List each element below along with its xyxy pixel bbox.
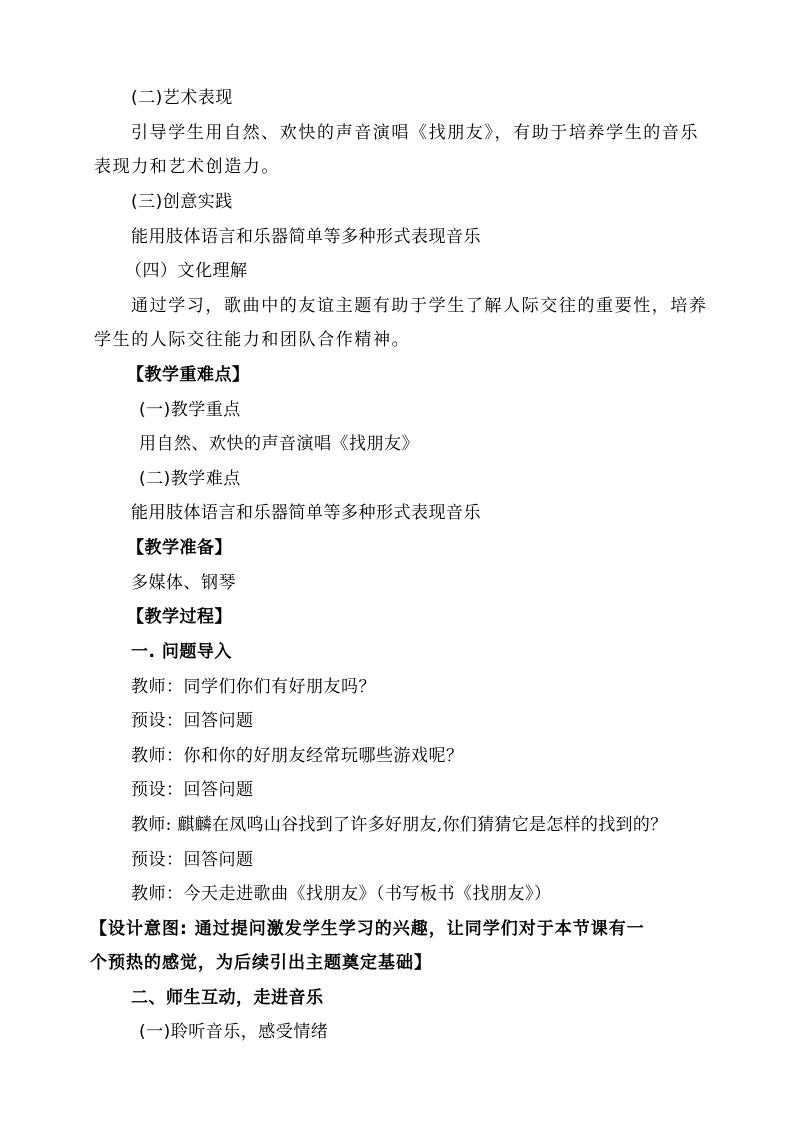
dialogue-line: 教师: 麒麟在凤鸣山谷找到了许多好朋友,你们猜猜它是怎样的找到的？ [131, 815, 668, 835]
teaching-preparation-heading: 【教学准备】 [127, 538, 232, 558]
teaching-preparation-text: 多媒体、钢琴 [131, 573, 236, 593]
cultural-understanding-paragraph-line-2: 学生的人际交往能力和团队合作精神。 [94, 330, 411, 350]
creative-practice-heading: (三)创意实践 [131, 192, 233, 212]
dialogue-line: 预设：回答问题 [131, 780, 254, 800]
creative-practice-paragraph: 能用肢体语言和乐器简单等多种形式表现音乐 [131, 227, 481, 247]
section-2-heading: 二、师生互动，走进音乐 [131, 988, 324, 1008]
teaching-key-point-text: 用自然、欢快的声音演唱《找朋友》 [139, 434, 419, 454]
cultural-understanding-paragraph-line-1: 通过学习，歌曲中的友谊主题有助于学生了解人际交往的重要性，培养 [131, 296, 708, 316]
art-expression-paragraph-line-1: 引导学生用自然、欢快的声音演唱《找朋友》，有助于培养学生的音乐 [131, 123, 700, 143]
design-intent-line-2: 个预热的感觉，为后续引出主题奠定基础】 [90, 953, 432, 973]
teaching-difficult-point-text: 能用肢体语言和乐器简单等多种形式表现音乐 [131, 503, 481, 523]
teaching-process-heading: 【教学过程】 [127, 607, 232, 627]
dialogue-line: 预设：回答问题 [131, 711, 254, 731]
teaching-key-point-heading: (一)教学重点 [139, 400, 241, 420]
dialogue-line: 教师：今天走进歌曲《找朋友》（书写板书《找朋友》） [131, 884, 552, 904]
art-expression-paragraph-line-2: 表现力和艺术创造力。 [94, 157, 280, 177]
dialogue-line: 教师：同学们你们有好朋友吗？ [131, 677, 376, 697]
subsection-1-heading: (一)聆听音乐，感受情绪 [139, 1022, 329, 1042]
dialogue-line: 预设：回答问题 [131, 850, 254, 870]
art-expression-heading: (二)艺术表现 [131, 88, 233, 108]
dialogue-line: 教师：你和你的好朋友经常玩哪些游戏呢？ [131, 746, 464, 766]
teaching-difficult-point-heading: (二)教学难点 [139, 469, 241, 489]
cultural-understanding-heading: （四）文化理解 [125, 261, 248, 281]
section-1-heading: 一. 问题导入 [131, 642, 232, 662]
teaching-key-difficult-heading: 【教学重难点】 [127, 365, 250, 385]
design-intent-line-1: 【设计意图: 通过提问激发学生学习的兴趣，让同学们对于本节课有一 [90, 919, 645, 939]
